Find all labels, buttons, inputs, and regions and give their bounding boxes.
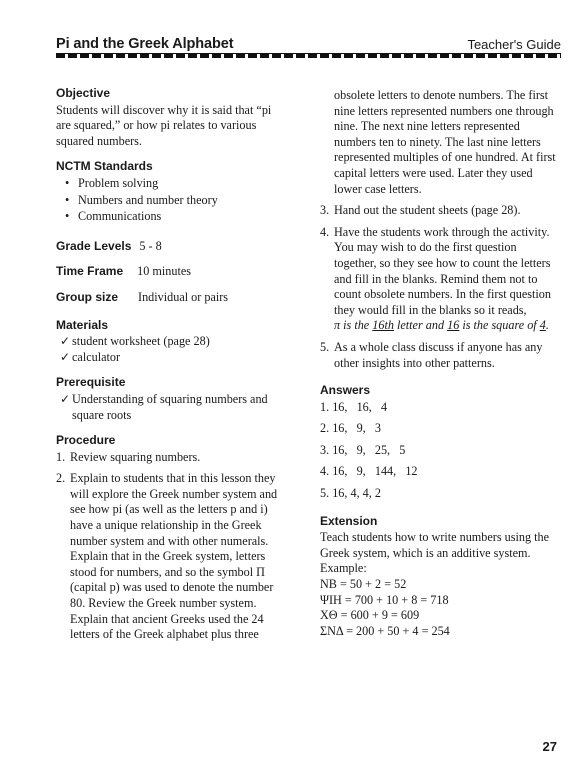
example-text: π is the: [334, 318, 373, 333]
extension-example-label: Example:: [320, 561, 367, 576]
material-item: student worksheet (page 28): [72, 334, 210, 349]
objective-text: Students will discover why it is said that “pi are squared,” or how pi relates to various squared numbers.: [56, 102, 272, 148]
list-item: [320, 225, 562, 334]
step-number: 5.: [320, 339, 330, 354]
answer-item: 1. 16, 16, 4: [320, 399, 388, 414]
header-rule: [56, 53, 561, 58]
extension-example: NB = 50 + 2 = 52: [320, 577, 407, 592]
objective-heading: Objective: [56, 86, 111, 100]
group-size-value: Individual or pairs: [138, 289, 229, 304]
procedure-list: [56, 450, 286, 643]
extension-example: ΨIH = 700 + 10 + 8 = 718: [320, 592, 449, 607]
answers-heading: Answers: [320, 383, 371, 398]
answer-item: 2. 16, 9, 3: [320, 421, 381, 436]
answers-list: [320, 400, 562, 502]
right-column: [320, 88, 562, 649]
prerequisite-item: Understanding of squaring numbers and square roots: [72, 391, 268, 422]
prerequisite-list: [56, 392, 286, 423]
extension-section: [320, 514, 562, 640]
example-text: .: [545, 318, 549, 333]
standards-heading: NCTM Standards: [56, 159, 153, 174]
time-frame-row: [56, 264, 286, 280]
bullet-icon: •: [65, 192, 70, 207]
list-item: [65, 209, 286, 225]
procedure-section: [56, 433, 286, 643]
grade-levels-row: [56, 239, 286, 255]
objective-section: [56, 86, 286, 149]
prerequisite-heading: Prerequisite: [56, 375, 126, 390]
procedure-step-1: Review squaring numbers.: [70, 449, 201, 464]
bullet-icon: •: [65, 209, 70, 224]
extension-text: Teach students how to write numbers using the Greek system, which is an additive system.: [320, 530, 549, 560]
list-item: [320, 340, 562, 371]
guide-label: Teacher's Guide: [467, 37, 561, 52]
materials-list: [56, 334, 286, 365]
bullet-icon: •: [65, 175, 70, 190]
materials-heading: Materials: [56, 317, 109, 332]
left-column: [56, 86, 286, 653]
step-4-example: [334, 318, 549, 332]
answer-item: 3. 16, 9, 25, 5: [320, 442, 406, 457]
list-item: [60, 334, 286, 350]
procedure-list-continued: [320, 203, 562, 371]
list-item: [60, 350, 286, 366]
example-blank: 16: [447, 318, 460, 333]
page-title: Pi and the Greek Alphabet: [56, 36, 234, 52]
list-item: [60, 392, 286, 423]
grade-levels-value: 5 - 8: [139, 238, 162, 253]
grade-levels-label: Grade Levels: [56, 238, 132, 253]
standard-item: Communications: [78, 209, 162, 224]
time-frame-value: 10 minutes: [137, 264, 191, 279]
procedure-step-2: Explain to students that in this lesson they will explore the Greek number system and see how pi (as well as the letters p and i) have a unique relationship in the Greek number system and with other numerals. Explain that in the Greek system, letters stood for numbers, and so the symbol Π (capital p) was used to denote the number 80. Review the Greek number system. Explain that ancient Greeks used the 24 letters of the Greek alphabet plus three: [70, 471, 278, 642]
checkmark-icon: ✓: [60, 349, 71, 364]
answers-section: [320, 383, 562, 502]
materials-section: [56, 318, 286, 366]
list-item: [320, 203, 562, 219]
material-item: calculator: [72, 349, 121, 364]
page-header: [56, 36, 561, 60]
standard-item: Problem solving: [78, 175, 159, 190]
checkmark-icon: ✓: [60, 334, 71, 349]
example-blank: 16th: [372, 318, 394, 333]
example-text: letter and: [393, 318, 448, 333]
answer-item: 5. 16, 4, 4, 2: [320, 486, 381, 501]
example-text: is the square of: [459, 318, 540, 333]
extension-example: ΣNΔ = 200 + 50 + 4 = 254: [320, 623, 450, 638]
standards-section: [56, 159, 286, 224]
extension-heading: Extension: [320, 513, 378, 528]
list-item: [56, 471, 286, 643]
group-size-label: Group size: [56, 289, 119, 304]
procedure-step-4: Have the students work through the activity. You may wish to do the first question together, so they see how to count the letters and fill in the blanks. Remind them not to count obsolete numbers. In the first question they would fill in the blanks so it reads,: [334, 224, 551, 317]
extension-example: XΘ = 600 + 9 = 609: [320, 608, 420, 623]
group-size-row: [56, 290, 286, 306]
procedure-heading: Procedure: [56, 433, 116, 448]
prerequisite-section: [56, 375, 286, 423]
answer-item: 4. 16, 9, 144, 12: [320, 464, 418, 479]
procedure-step-2-continued: obsolete letters to denote numbers. The first nine letters represented numbers one through nine. The next nine letters represented numbers ten to ninety. The last nine letters represented multiples of one hundred. At first capital letters were used. Later they used lower case letters.: [334, 88, 556, 196]
checkmark-icon: ✓: [60, 391, 71, 406]
step-number: 2.: [56, 471, 66, 486]
procedure-step-5: As a whole class discuss if anyone has any other insights into other patterns.: [334, 339, 543, 370]
time-frame-label: Time Frame: [56, 264, 124, 279]
list-item: [65, 176, 286, 192]
procedure-step-3: Hand out the student sheets (page 28).: [334, 203, 521, 218]
standard-item: Numbers and number theory: [78, 192, 218, 207]
list-item: [56, 450, 286, 466]
step-number: 4.: [320, 224, 330, 239]
step-number: 3.: [320, 203, 330, 218]
example-blank: 4: [539, 318, 546, 333]
list-item: [65, 193, 286, 209]
page-number: 27: [542, 739, 557, 754]
step-number: 1.: [56, 449, 66, 464]
standards-list: [56, 176, 286, 225]
